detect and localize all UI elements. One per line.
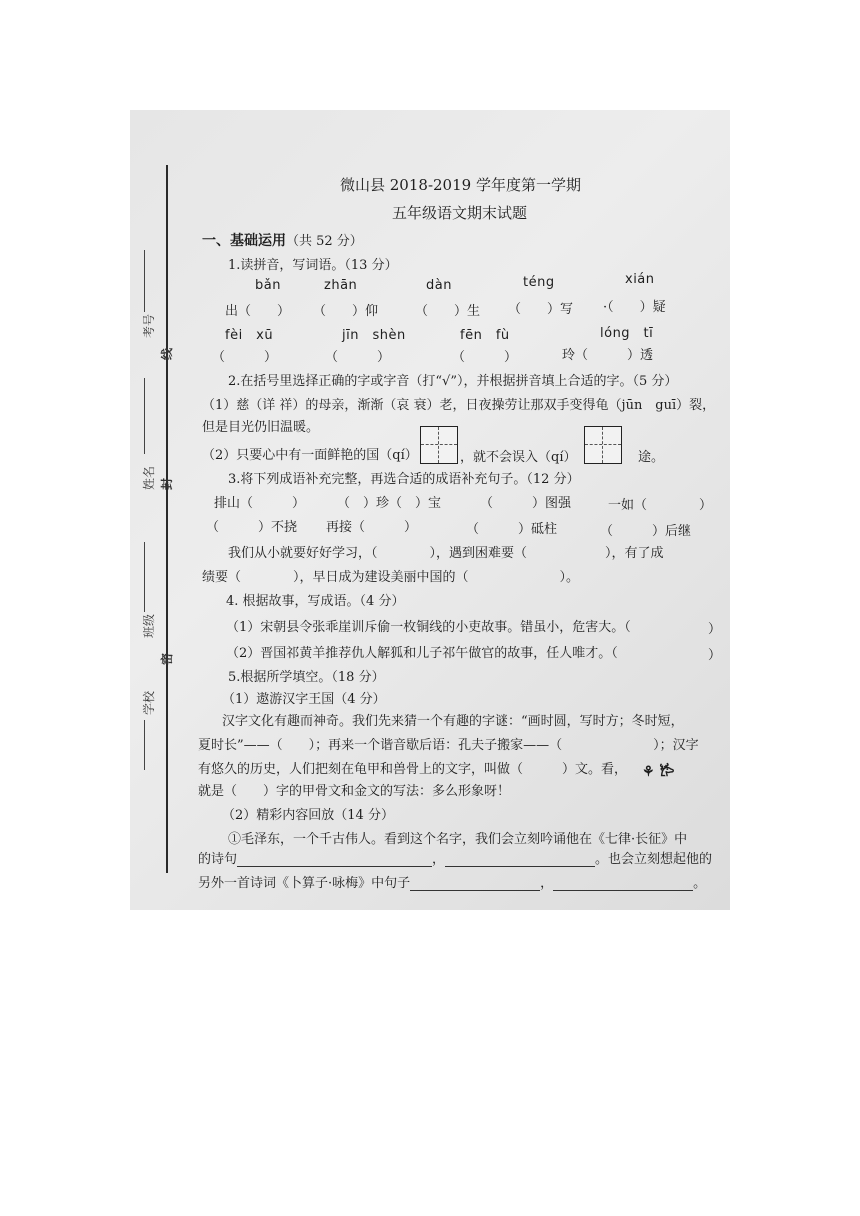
q5-sub1: （1）遨游汉字王国（4 分）: [222, 692, 386, 707]
poem-line-label: 的诗句: [198, 852, 238, 867]
poem-period: 。: [693, 876, 707, 891]
section-title: [202, 230, 363, 250]
name-underline: [144, 378, 145, 454]
idiom-8[interactable]: （ ）后继: [600, 524, 692, 539]
tianzi-grid-2[interactable]: [584, 426, 622, 464]
q5-title: 5.根据所学填空。（18 分）: [228, 670, 385, 685]
idiom-1[interactable]: 排山（ ）: [214, 496, 306, 511]
poem-comma-2: ，: [540, 876, 554, 891]
word-blank-5[interactable]: ·（ ）疑: [603, 300, 666, 315]
idiom-7[interactable]: （ ）砥柱: [466, 522, 558, 537]
section-name: 一、基础运用: [202, 233, 286, 249]
q5-sub2: （2）精彩内容回放（14 分）: [222, 808, 394, 823]
idiom-3[interactable]: （ ）图强: [480, 496, 572, 511]
word-blank-7[interactable]: （ ）: [325, 350, 391, 365]
pinyin-8: fēn fù: [460, 328, 510, 343]
seal-line-mark: 线: [160, 347, 174, 360]
q4-item1-close: ）: [708, 622, 722, 637]
pinyin-3: dàn: [426, 278, 452, 293]
poem-comma-1: ，: [432, 852, 446, 867]
binding-line: [166, 165, 168, 873]
name-label: 姓名: [142, 465, 156, 490]
q3-sentence-1: 我们从小就要好好学习，（ ），遇到困难要（ ），有了成: [228, 546, 664, 561]
poem-blank-2[interactable]: [445, 866, 595, 867]
q4-item2: （2）晋国祁黄羊推荐仇人解狐和儿子祁午做官的故事，任人唯才。（: [226, 646, 618, 661]
idiom-4[interactable]: 一如（ ）: [608, 498, 713, 513]
q3-title: 3.将下列成语补充完整，再选合适的成语补充句子。（12 分）: [228, 472, 580, 487]
word-blank-8[interactable]: （ ）: [452, 350, 518, 365]
exam-subtitle: 五年级语文期末试题: [392, 204, 528, 222]
poem-blank-1[interactable]: [237, 866, 432, 867]
q5-para-5: ①毛泽东，一个千古伟人。看到这个名字，我们会立刻吟诵他在《七律·长征》中: [228, 832, 688, 847]
q5-para-6: [198, 848, 712, 867]
section-score: （共 52 分）: [286, 234, 363, 249]
school-underline: [144, 720, 145, 770]
pinyin-2: zhān: [324, 278, 358, 293]
word-blank-9[interactable]: 玲（ ）透: [562, 348, 654, 363]
pinyin-9: lóng tī: [600, 326, 654, 341]
exam-paper-photo: [130, 110, 730, 910]
q2-item2-a: （2）只要心中有一面鲜艳的国（qí）: [202, 448, 418, 463]
school-label: 学校: [142, 690, 156, 715]
q2-title: 2.在括号里选择正确的字或字音（打“√”），并根据拼音填上合适的字。（5 分）: [228, 374, 678, 389]
poem2-label: 另外一首诗词《卜算子·咏梅》中句子: [198, 876, 411, 891]
pinyin-1: bǎn: [255, 278, 281, 293]
exam-title: 微山县 2018-2019 学年度第一学期: [340, 176, 581, 194]
pinyin-4: téng: [523, 275, 555, 290]
idiom-6[interactable]: 再接（ ）: [326, 520, 418, 535]
q2-item1-cont: 但是目光仍旧温暖。: [202, 420, 320, 435]
pinyin-7: jīn shèn: [342, 328, 406, 343]
q5-para-7: [198, 872, 706, 891]
exam-number-underline: [144, 250, 145, 312]
q1-title: 1.读拼音，写词语。（13 分）: [228, 258, 398, 273]
word-blank-1[interactable]: 出（ ）: [225, 304, 291, 319]
seal-mi-mark: 密: [160, 652, 174, 665]
pinyin-6: fèi xū: [225, 328, 274, 343]
word-blank-3[interactable]: （ ）生: [415, 304, 481, 319]
q2-item1: （1）慈（详 祥）的母亲，渐渐（哀 衰）老，日夜操劳让那双手变得龟（jūn guī）裂，: [202, 398, 716, 413]
oracle-bone-glyphs: ⚘ 𐂂: [642, 764, 675, 780]
class-label: 班级: [142, 613, 156, 638]
tianzi-grid-1[interactable]: [420, 426, 458, 464]
q4-title: 4. 根据故事，写成语。（4 分）: [226, 594, 405, 609]
q5-para-3: 有悠久的历史，人们把刻在龟甲和兽骨上的文字，叫做（ ）文。看，: [198, 762, 628, 777]
q4-item2-close: ）: [708, 648, 722, 663]
poem-tail: 。也会立刻想起他的: [595, 852, 713, 867]
class-underline: [144, 542, 145, 612]
idiom-2[interactable]: （ ）珍（ ）宝: [337, 496, 442, 511]
pinyin-5: xián: [625, 272, 655, 287]
word-blank-6[interactable]: （ ）: [212, 350, 278, 365]
exam-number-label: 考号: [142, 313, 156, 338]
q5-para-4: 就是（ ）字的甲骨文和金文的写法：多么形象呀！: [198, 784, 511, 799]
idiom-5[interactable]: （ ）不挠: [206, 520, 298, 535]
q2-item2-b: ，就不会误入（qí）: [460, 450, 577, 465]
q2-item2-c: 途。: [638, 450, 665, 465]
poem-blank-3[interactable]: [410, 890, 540, 891]
q5-para-2: 夏时长”——（ ）；再来一个谐音歇后语：孔夫子搬家——（ ）；汉字: [198, 738, 699, 753]
poem-blank-4[interactable]: [553, 890, 693, 891]
q3-sentence-2: 绩要（ ），早日成为建设美丽中国的（ ）。: [202, 570, 580, 585]
word-blank-2[interactable]: （ ）仰: [313, 304, 379, 319]
word-blank-4[interactable]: （ ）写: [508, 302, 574, 317]
q4-item1: （1）宋朝县令张乖崖训斥偷一枚铜线的小吏故事。错虽小，危害大。（: [226, 620, 631, 635]
seal-feng-mark: 封: [160, 477, 174, 490]
q5-para-1: 汉字文化有趣而神奇。我们先来猜一个有趣的字谜：“画时圆，写时方；冬时短，: [222, 714, 684, 729]
